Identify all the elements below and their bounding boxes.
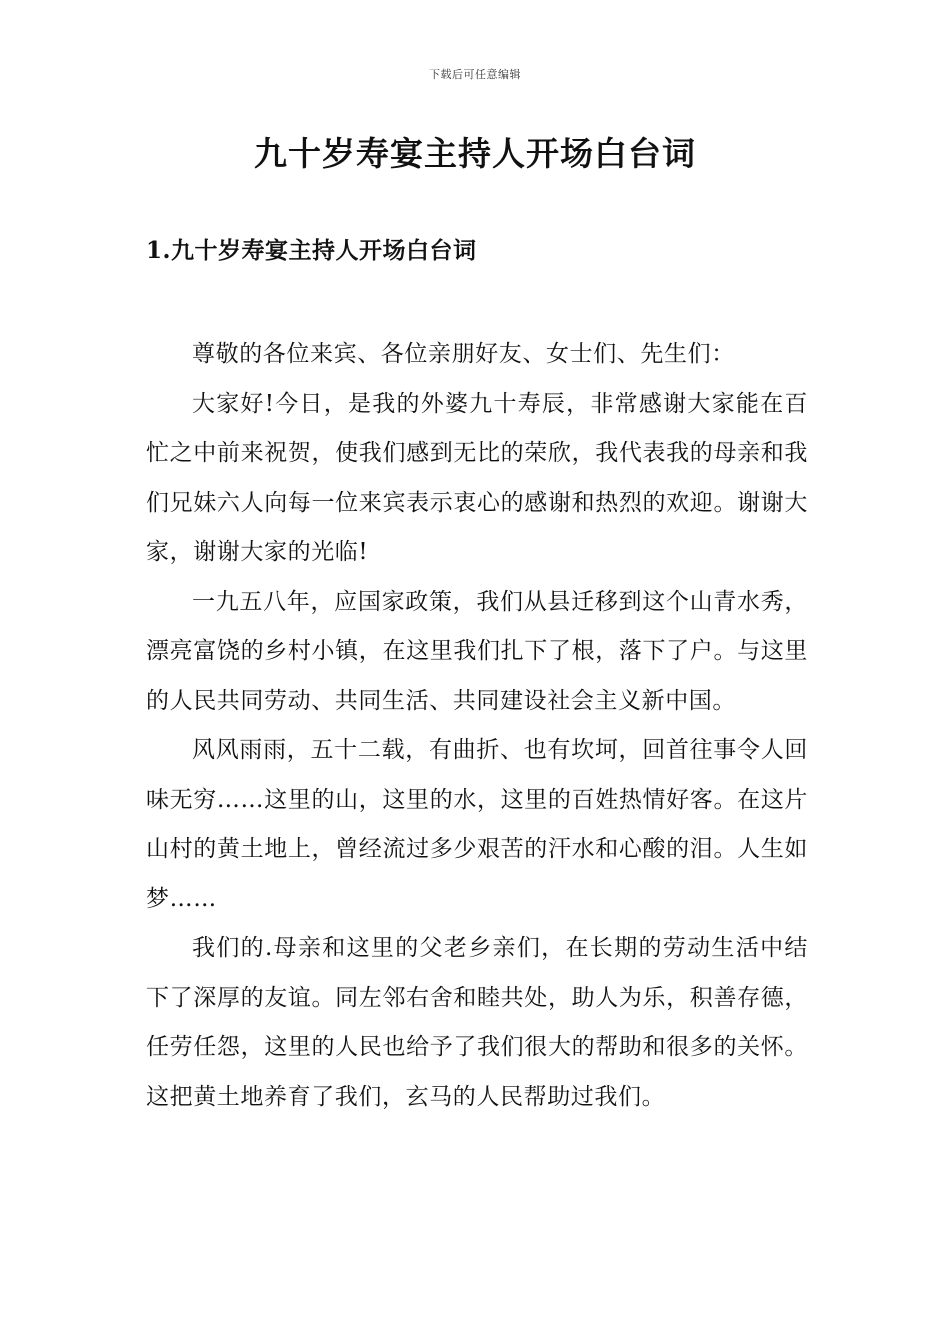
paragraph-greeting: 尊敬的各位来宾、各位亲朋好友、女士们、先生们：	[192, 341, 735, 367]
paragraph-friendship: 我们的.母亲和这里的父老乡亲们，在长期的劳动生活中结下了深厚的友谊。同左邻右舍和睦共处，助人为乐，积善存德，任劳任怨，这里的人民也给予了我们很大的帮助和很多的关怀。这把黄土地养育了我们，玄马的人民帮助过我们。	[146, 935, 808, 1110]
document-body	[146, 330, 808, 1122]
page-header-note: 下载后可任意编辑	[429, 68, 521, 81]
paragraph-history: 一九五八年，应国家政策，我们从县迁移到这个山青水秀，漂亮富饶的乡村小镇，在这里我们扎下了根，落下了户。与这里的人民共同劳动、共同生活、共同建设社会主义新中国。	[146, 588, 808, 714]
section-heading: 1.九十岁寿宴主持人开场白台词	[146, 237, 477, 264]
paragraph-welcome: 大家好!今日，是我的外婆九十寿辰，非常感谢大家能在百忙之中前来祝贺，使我们感到无比的荣欣，我代表我的母亲和我们兄妹六人向每一位来宾表示衷心的感谢和热烈的欢迎。谢谢大家，谢谢大家的光临!	[146, 390, 808, 565]
document-title: 九十岁寿宴主持人开场白台词	[254, 134, 696, 173]
paragraph-memories: 风风雨雨，五十二载，有曲折、也有坎坷，回首往事令人回味无穷……这里的山，这里的水，这里的百姓热情好客。在这片山村的黄土地上，曾经流过多少艰苦的汗水和心酸的泪。人生如梦……	[146, 737, 808, 912]
